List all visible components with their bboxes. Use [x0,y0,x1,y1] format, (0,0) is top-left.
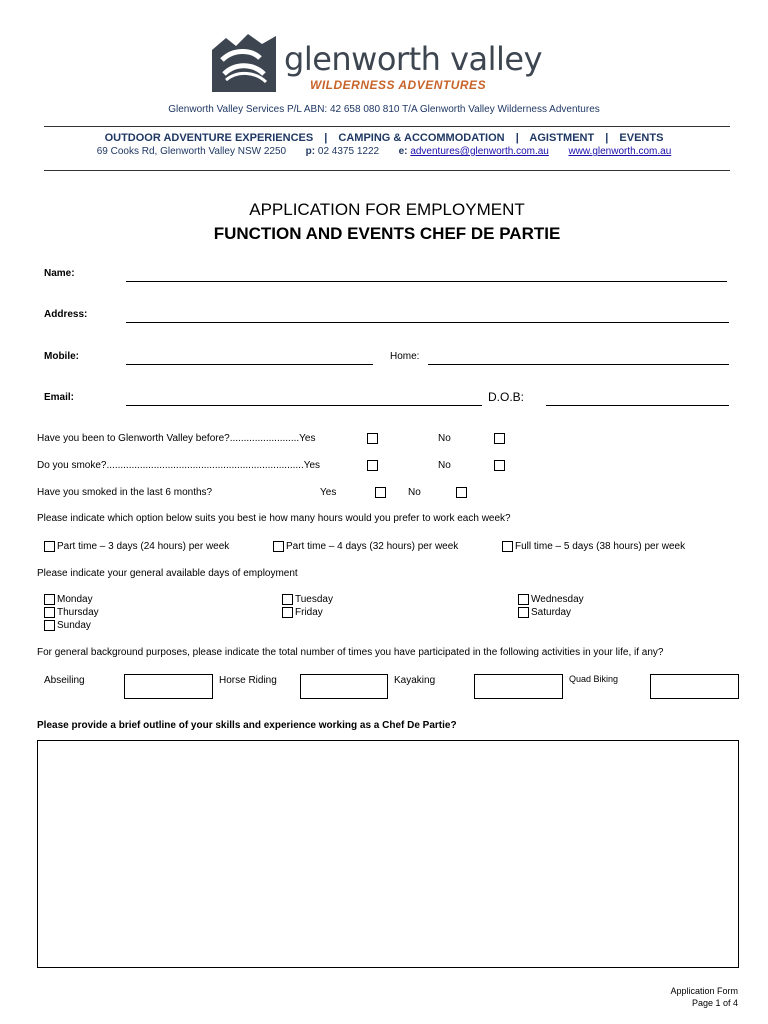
dob-field[interactable] [546,405,729,406]
email-label: e: [398,146,408,157]
smoked-recently-question: Have you smoked in the last 6 months? [37,487,213,498]
service-agistment: AGISTMENT [529,132,595,144]
email-link[interactable]: adventures@glenworth.com.au [410,146,549,157]
footer-form-name: Application Form [670,986,738,996]
separator: | [605,132,609,144]
form-title: APPLICATION FOR EMPLOYMENT [249,200,525,219]
abseiling-count-box[interactable] [124,674,213,699]
services-bar [0,132,768,144]
days-prompt: Please indicate your general available days of employment [37,568,298,579]
day-label: Thursday [57,607,99,618]
home-label: Home: [390,351,420,362]
day-checkbox[interactable] [282,607,293,618]
service-events: EVENTS [619,132,664,144]
day-label: Wednesday [531,594,584,605]
hours-option-label: Full time – 5 days (38 hours) per week [515,541,686,552]
day-label: Saturday [531,607,572,618]
quad-biking-label: Quad Biking [569,674,619,684]
day-checkbox[interactable] [282,594,293,605]
hours-checkbox[interactable] [273,541,284,552]
contact-line [0,146,768,157]
brand-name: glenworth valley [284,40,543,78]
day-label: Sunday [57,620,91,631]
hours-checkbox[interactable] [44,541,55,552]
hours-option-label: Part time – 3 days (24 hours) per week [57,541,230,552]
phone-number: 02 4375 1222 [317,146,380,157]
service-camping: CAMPING & ACCOMMODATION [338,132,505,144]
day-checkbox[interactable] [518,594,529,605]
header-rule-top [44,126,730,127]
service-outdoor: OUTDOOR ADVENTURE EXPERIENCES [104,132,314,144]
separator: | [515,132,519,144]
day-label: Monday [57,594,93,605]
skills-textarea[interactable] [37,740,739,968]
header-rule-bottom [44,170,730,171]
day-label: Friday [295,607,323,618]
smoke-no-checkbox[interactable] [494,460,505,471]
mobile-field[interactable] [126,364,373,365]
hours-checkbox[interactable] [502,541,513,552]
activities-prompt: For general background purposes, please indicate the total number of times you have participated in the following activities in your life, if any? [37,647,664,658]
day-label: Tuesday [295,594,333,605]
smoked-yes-label: Yes [320,487,337,498]
website-link[interactable]: www.glenworth.com.au [568,146,672,157]
horse-riding-count-box[interactable] [300,674,388,699]
position-title: FUNCTION AND EVENTS CHEF DE PARTIE [213,224,561,243]
phone-label: p: [305,146,316,157]
address-field[interactable] [126,322,729,323]
day-checkbox[interactable] [44,607,55,618]
home-field[interactable] [428,364,729,365]
day-checkbox[interactable] [518,607,529,618]
visited-before-question: Have you been to Glenworth Valley before?.........................Yes [37,433,316,444]
separator: | [324,132,328,144]
smoked-no-label: No [408,487,421,498]
email-field[interactable] [126,405,482,406]
horse-riding-label: Horse Riding [219,675,277,686]
smoke-question: Do you smoke?.......................................................................Yes [37,460,321,471]
logo [212,30,542,96]
name-field[interactable] [126,281,727,282]
smoke-no-label: No [438,460,451,471]
day-checkbox[interactable] [44,620,55,631]
visited-no-label: No [438,433,451,444]
mobile-label: Mobile: [44,351,79,362]
visited-no-checkbox[interactable] [494,433,505,444]
hours-option-label: Part time – 4 days (32 hours) per week [286,541,459,552]
skills-prompt: Please provide a brief outline of your skills and experience working as a Chef De Partie? [37,720,457,731]
brand-subtitle: WILDERNESS ADVENTURES [310,78,487,92]
kayaking-count-box[interactable] [474,674,563,699]
footer-page-number: Page 1 of 4 [691,998,738,1008]
email-field-label: Email: [44,392,75,403]
logo-mark-icon [212,30,276,92]
address-label: Address: [44,309,88,320]
dob-label: D.O.B: [488,390,525,404]
street-address: 69 Cooks Rd, Glenworth Valley NSW 2250 [96,146,287,157]
smoked-yes-checkbox[interactable] [375,487,386,498]
company-line: Glenworth Valley Services P/L ABN: 42 658 080 810 T/A Glenworth Valley Wilderness Adventures [168,104,600,115]
smoke-yes-checkbox[interactable] [367,460,378,471]
quad-biking-count-box[interactable] [650,674,739,699]
visited-yes-checkbox[interactable] [367,433,378,444]
hours-prompt: Please indicate which option below suits you best ie how many hours would you prefer to work each week? [37,513,511,524]
kayaking-label: Kayaking [394,675,436,686]
day-checkbox[interactable] [44,594,55,605]
name-label: Name: [44,268,75,279]
abseiling-label: Abseiling [44,675,85,686]
smoked-no-checkbox[interactable] [456,487,467,498]
